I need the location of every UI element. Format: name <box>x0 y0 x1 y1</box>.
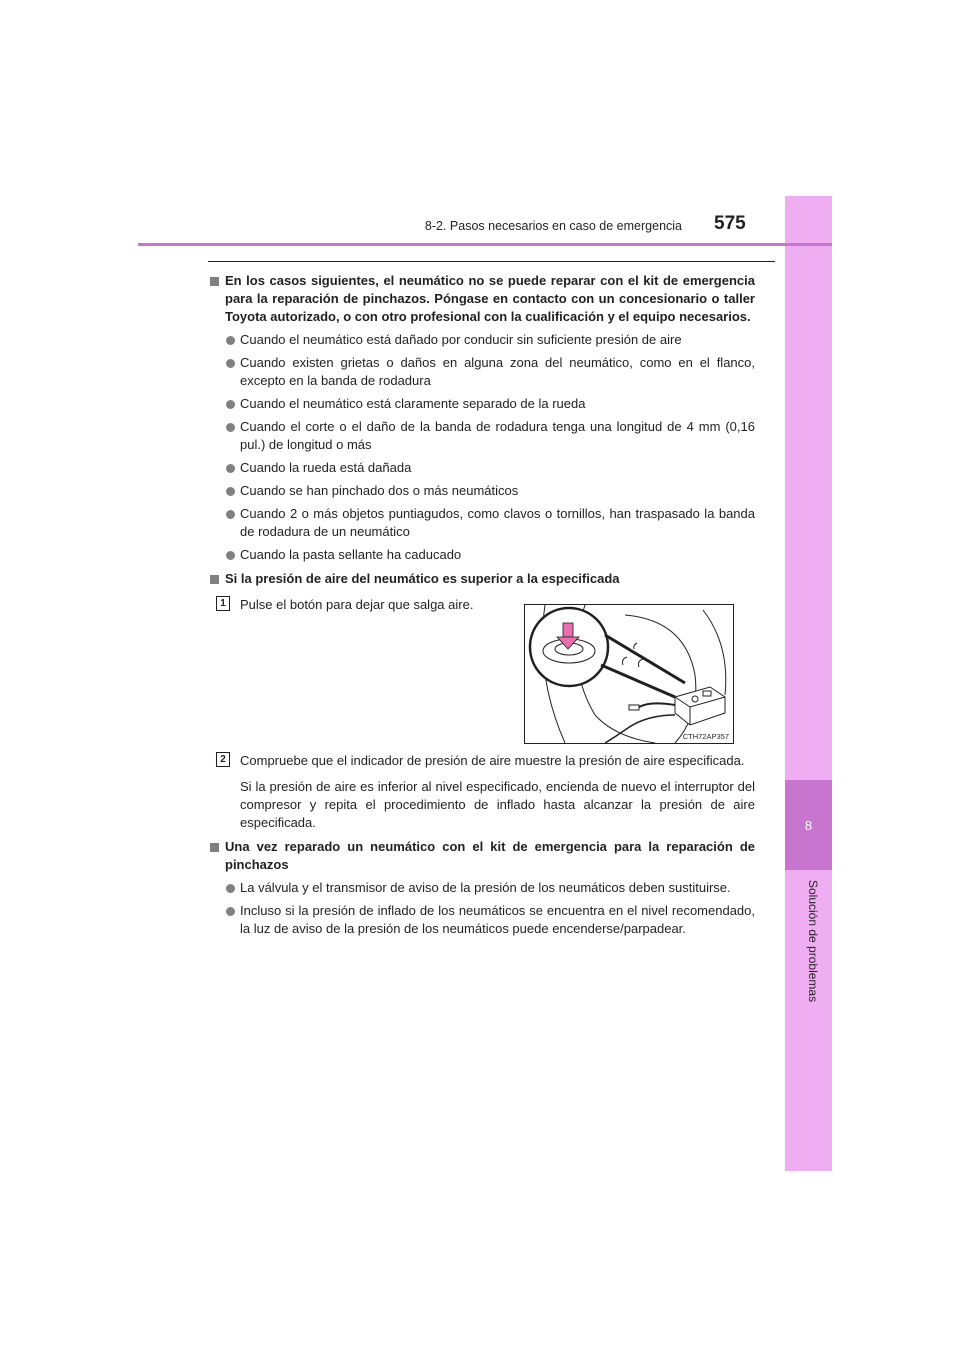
content-divider <box>208 261 775 262</box>
list-item-text: Cuando el neumático está dañado por conducir sin suficiente presión de aire <box>240 332 682 347</box>
compressor-drawing <box>525 605 733 743</box>
bullet-dot-icon <box>226 359 235 368</box>
bullet-dot-icon <box>226 336 235 345</box>
step-text: Pulse el botón para dejar que salga aire. <box>240 597 474 612</box>
side-tab <box>785 196 832 1171</box>
step-2 <box>208 752 755 770</box>
bullet-dot-icon <box>226 464 235 473</box>
list-item <box>208 354 755 390</box>
bullet-dot-icon <box>226 423 235 432</box>
bullet-dot-icon <box>226 884 235 893</box>
step-text: Compruebe que el indicador de presión de aire muestre la presión de aire especificada. <box>240 753 745 768</box>
page-content <box>208 266 755 938</box>
list-item-text: Cuando 2 o más objetos puntiagudos, como clavos o tornillos, han traspasado la banda de rodadura de un neumático <box>240 506 755 539</box>
list-item-text: Cuando el corte o el daño de la banda de rodadura tenga una longitud de 4 mm (0,16 pul.) de longitud o más <box>240 419 755 452</box>
list-item <box>208 395 755 413</box>
square-bullet-icon <box>210 575 219 584</box>
section-heading <box>208 570 755 588</box>
step-note: Si la presión de aire es inferior al nivel especificado, encienda de nuevo el interruptor del compresor y repita el procedimiento de inflado hasta alcanzar la presión de aire especificada. <box>240 779 755 830</box>
section-heading-text: Una vez reparado un neumático con el kit de emergencia para la reparación de pinchazos <box>225 839 755 872</box>
list-item <box>208 331 755 349</box>
figure-code: CTH72AP357 <box>682 732 729 741</box>
list-item-text: Cuando se han pinchado dos o más neumáticos <box>240 483 519 498</box>
header-divider <box>138 243 832 246</box>
bullet-dot-icon <box>226 551 235 560</box>
list-item-text: La válvula y el transmisor de aviso de la presión de los neumáticos deben sustituirse. <box>240 880 731 895</box>
list-item <box>208 459 755 477</box>
list-item <box>208 418 755 454</box>
list-item <box>208 505 755 541</box>
section-heading <box>208 272 755 326</box>
step-number-badge: 2 <box>216 752 230 767</box>
section-heading-text: En los casos siguientes, el neumático no se puede reparar con el kit de emergencia para la reparación de pinchazos. Póngase en contacto con un concesionario o taller Toyota autorizado, o con otro profesional con la cualificación y el equipo necesarios. <box>225 273 755 324</box>
bullet-dot-icon <box>226 487 235 496</box>
section-header: 8-2. Pasos necesarios en caso de emergencia <box>424 219 682 233</box>
bullet-dot-icon <box>226 907 235 916</box>
square-bullet-icon <box>210 843 219 852</box>
list-item-text: Cuando la pasta sellante ha caducado <box>240 547 462 562</box>
section-heading <box>208 838 755 874</box>
bullet-dot-icon <box>226 510 235 519</box>
page-number: 575 <box>714 213 746 234</box>
list-item <box>208 902 755 938</box>
list-item-text: Cuando el neumático está claramente separado de la rueda <box>240 396 586 411</box>
chapter-number: 8 <box>785 780 832 870</box>
list-item-text: Cuando la rueda está dañada <box>240 460 412 475</box>
list-item-text: Incluso si la presión de inflado de los neumáticos se encuentra en el nivel recomendado, la luz de aviso de la presión de los neumáticos puede encenderse/parpadear. <box>240 903 755 936</box>
bullet-dot-icon <box>226 400 235 409</box>
list-item-text: Cuando existen grietas o daños en alguna zona del neumático, como en el flanco, excepto en la banda de rodadura <box>240 355 755 388</box>
compressor-illustration <box>524 604 734 744</box>
list-item <box>208 879 755 897</box>
list-item <box>208 546 755 564</box>
section-heading-text: Si la presión de aire del neumático es superior a la especificada <box>225 571 620 586</box>
square-bullet-icon <box>210 277 219 286</box>
step-number-badge: 1 <box>216 596 230 611</box>
chapter-title: Solución de problemas <box>806 880 820 1003</box>
list-item <box>208 482 755 500</box>
